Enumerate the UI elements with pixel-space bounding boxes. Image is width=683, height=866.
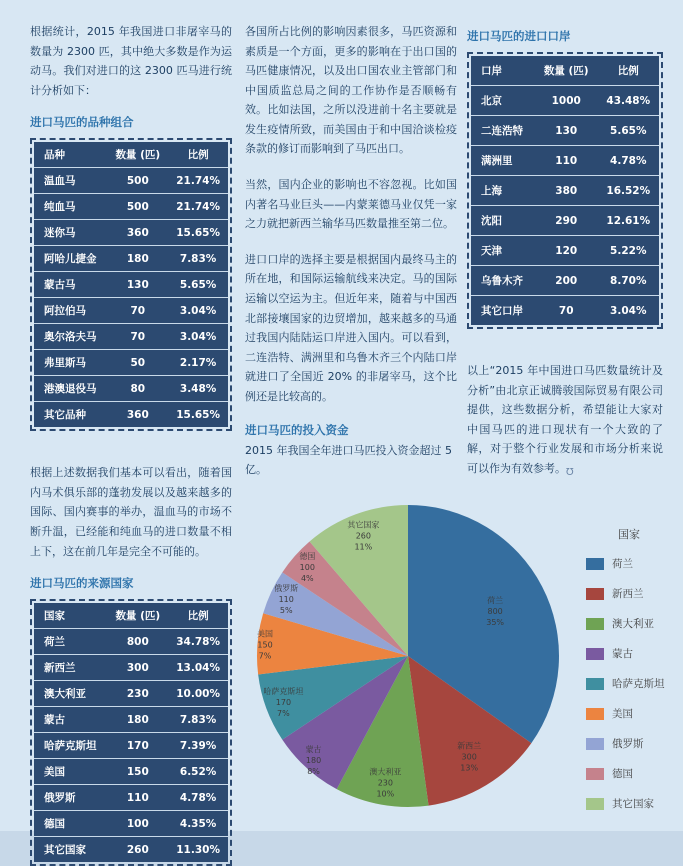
- table-row: [34, 376, 228, 402]
- table-row: [34, 707, 228, 733]
- table-row: [471, 206, 659, 236]
- column-header: 数量 (匹): [107, 603, 168, 629]
- table-cell: 港澳退役马: [34, 376, 107, 402]
- table-cell: 阿哈儿捷金: [34, 246, 107, 272]
- table-cell: 哈萨克斯坦: [34, 733, 107, 759]
- horseshoe-icon: Ω: [566, 464, 574, 476]
- table-row: [34, 168, 228, 194]
- table-cell: 3.04%: [168, 298, 228, 324]
- legend-item: [586, 586, 681, 601]
- legend-item: [586, 766, 681, 781]
- table-row: [471, 266, 659, 296]
- table-row: [34, 402, 228, 428]
- table-cell: 130: [535, 116, 598, 146]
- table-row: [34, 324, 228, 350]
- table-cell: 110: [107, 785, 168, 811]
- column-header: 国家: [34, 603, 107, 629]
- table-cell: 380: [535, 176, 598, 206]
- pie-slice-label: 其它国家 260 11%: [347, 520, 380, 552]
- table-row: [471, 236, 659, 266]
- legend-label: 蒙古: [612, 648, 633, 660]
- source-country-pie-chart: [238, 492, 582, 831]
- table-row: [34, 681, 228, 707]
- table-cell: 100: [107, 811, 168, 837]
- table-cell: 110: [535, 146, 598, 176]
- table-cell: 其它国家: [44, 844, 86, 857]
- table-cell: 阿拉伯马: [34, 298, 107, 324]
- table-row: [34, 785, 228, 811]
- table-cell: 80: [107, 376, 168, 402]
- pie-slice-label: 美国 150 7%: [257, 629, 274, 661]
- legend-swatch: [586, 738, 604, 750]
- table-cell: 5.22%: [598, 236, 659, 266]
- pie-slice-label: 哈萨克斯坦 170 7%: [263, 687, 304, 719]
- table-cell: 其它口岸: [481, 305, 523, 317]
- table-row: [34, 272, 228, 298]
- legend-label: 荷兰: [612, 558, 633, 570]
- table-cell: 4.78%: [598, 146, 659, 176]
- table-cell: 360: [107, 220, 168, 246]
- legend-swatch: [586, 558, 604, 570]
- country-table: [30, 599, 232, 866]
- table-header-row: [34, 603, 228, 629]
- table-cell: 300: [107, 655, 168, 681]
- table-cell: 16.52%: [598, 176, 659, 206]
- table-row: [34, 655, 228, 681]
- legend-swatch: [586, 768, 604, 780]
- pie-slice-label: 新西兰 300 13%: [457, 741, 482, 773]
- table-cell: 温血马: [34, 168, 107, 194]
- pie-slice-label: 蒙古 180 8%: [305, 744, 322, 776]
- legend-label: 美国: [612, 708, 633, 720]
- pie-chart-area: [238, 492, 582, 831]
- table-row: [34, 246, 228, 272]
- middle-column: [245, 22, 457, 480]
- legend-label: 俄罗斯: [612, 738, 644, 750]
- legend-title: 国家: [618, 528, 640, 541]
- table-cell: 3.48%: [168, 376, 228, 402]
- column-header: 口岸: [471, 56, 535, 86]
- table-cell: 500: [107, 168, 168, 194]
- table-row: [34, 350, 228, 376]
- table-cell: 200: [535, 266, 598, 296]
- table-cell: 4.35%: [168, 811, 228, 837]
- legend-item: [586, 646, 681, 661]
- breed-section-heading: 进口马匹的品种组合: [30, 115, 134, 130]
- column-header: 比例: [168, 142, 228, 168]
- legend-label: 澳大利亚: [612, 618, 654, 630]
- table-cell: 弗里斯马: [34, 350, 107, 376]
- closing-text: 以上“2015 年中国进口马匹数量统计及分析”由北京正诚腾骏国际贸易有限公司提供，这些数据分析，希望能让大家对中国马匹的进口现状有一个大致的了解，对于整个行业发展和市场分析来说可以作为有效参考。: [467, 364, 663, 475]
- table-row: [471, 116, 659, 146]
- table-cell: 13.04%: [168, 655, 228, 681]
- table-cell: 130: [107, 272, 168, 298]
- table-cell: 800: [107, 629, 168, 655]
- legend-item: [586, 736, 681, 751]
- legend-item: [586, 556, 681, 571]
- table-cell: 21.74%: [168, 168, 228, 194]
- table-cell: 11.30%: [176, 843, 220, 856]
- pie-slice-label: 俄罗斯 110 5%: [274, 584, 299, 616]
- table-row: [34, 220, 228, 246]
- legend-label: 德国: [612, 768, 633, 780]
- table-cell: 天津: [471, 236, 535, 266]
- table-cell: 21.74%: [168, 194, 228, 220]
- table-row: [34, 629, 228, 655]
- left-column: [30, 22, 232, 866]
- table-cell: 70: [107, 298, 168, 324]
- table-cell: 10.00%: [168, 681, 228, 707]
- table-row: [471, 296, 659, 326]
- legend-item: [586, 706, 681, 721]
- table-cell: 2.17%: [168, 350, 228, 376]
- table-cell: 澳大利亚: [34, 681, 107, 707]
- legend-swatch: [586, 588, 604, 600]
- port-table: [471, 56, 659, 325]
- table-cell: 180: [107, 707, 168, 733]
- pie-slice-label: 澳大利亚 230 10%: [369, 767, 402, 799]
- intro-paragraph: 根据统计，2015 年我国进口非屠宰马的数量为 2300 匹，其中绝大多数是作为运动马。我们对进口的这 2300 匹马进行统计分析如下：: [30, 25, 232, 97]
- table-cell: 二连浩特: [471, 116, 535, 146]
- port-table: [467, 52, 663, 329]
- table-cell: 180: [107, 246, 168, 272]
- table-cell: 6.52%: [168, 759, 228, 785]
- table-cell: 3.04%: [168, 324, 228, 350]
- legend-item: [586, 676, 681, 691]
- table-cell: 70: [558, 304, 574, 317]
- table-row: [34, 811, 228, 837]
- table-cell: 迷你马: [34, 220, 107, 246]
- column-header: 数量 (匹): [535, 56, 598, 86]
- table-header-row: [471, 56, 659, 86]
- table-cell: 170: [107, 733, 168, 759]
- pie-slice-label: 德国 100 4%: [299, 551, 316, 583]
- legend-label: 其它国家: [612, 798, 654, 810]
- legend-item: [586, 796, 681, 811]
- table-cell: 230: [107, 681, 168, 707]
- table-row: [34, 298, 228, 324]
- legend-item: [586, 616, 681, 631]
- table-row: [34, 194, 228, 220]
- table-cell: 7.83%: [168, 246, 228, 272]
- country-section-heading: 进口马匹的来源国家: [30, 576, 134, 591]
- chart-legend: [586, 526, 681, 826]
- right-column: [467, 24, 663, 479]
- table-cell: 沈阳: [471, 206, 535, 236]
- table-cell: 新西兰: [34, 655, 107, 681]
- column-header: 品种: [34, 142, 107, 168]
- table-cell: 北京: [471, 86, 535, 116]
- breed-table: [34, 142, 228, 427]
- table-cell: 5.65%: [598, 116, 659, 146]
- legend-label: 新西兰: [612, 588, 644, 600]
- table-cell: 蒙古: [34, 707, 107, 733]
- table-cell: 其它品种: [44, 409, 86, 422]
- column-header: 比例: [168, 603, 228, 629]
- closing-paragraph: [467, 361, 663, 479]
- table-cell: 美国: [34, 759, 107, 785]
- table-cell: 7.83%: [168, 707, 228, 733]
- table-cell: 1000: [535, 86, 598, 116]
- column-header: 数量 (匹): [107, 142, 168, 168]
- enterprise-paragraph: 当然，国内企业的影响也不容忽视。比如国内著名马业巨头——内蒙莱德马业仅凭一家之力就把新西兰输华马匹数量推至第二位。: [245, 178, 457, 231]
- table-cell: 360: [126, 408, 149, 421]
- table-cell: 290: [535, 206, 598, 236]
- table-cell: 34.78%: [168, 629, 228, 655]
- table-cell: 满洲里: [471, 146, 535, 176]
- table-cell: 120: [535, 236, 598, 266]
- table-cell: 乌鲁木齐: [471, 266, 535, 296]
- table-cell: 15.65%: [176, 408, 220, 421]
- table-row: [34, 733, 228, 759]
- legend-swatch: [586, 798, 604, 810]
- table-row: [471, 176, 659, 206]
- table-row: [34, 759, 228, 785]
- column-header: 比例: [598, 56, 659, 86]
- pie-slice-label: 荷兰 800 35%: [486, 595, 505, 627]
- legend-swatch: [586, 618, 604, 630]
- table-cell: 43.48%: [598, 86, 659, 116]
- table-cell: 5.65%: [168, 272, 228, 298]
- legend-label: 哈萨克斯坦: [612, 678, 665, 690]
- table-cell: 500: [107, 194, 168, 220]
- table-row: [471, 86, 659, 116]
- legend-swatch: [586, 678, 604, 690]
- table-row: [471, 146, 659, 176]
- funds-text: 2015 年我国全年进口马匹投入资金超过 5 亿。: [245, 444, 452, 477]
- table-cell: 15.65%: [168, 220, 228, 246]
- breed-table: [30, 138, 232, 431]
- analysis-paragraph: 根据上述数据我们基本可以看出，随着国内马术俱乐部的蓬勃发展以及越来越多的国际、国内赛事的举办，温血马的市场不断升温，已经能和纯血马的进口数量不相上下，这在前几年是完全不可能的。: [30, 466, 232, 558]
- table-cell: 7.39%: [168, 733, 228, 759]
- funds-section-heading: 进口马匹的投入资金: [245, 423, 349, 438]
- table-cell: 260: [126, 843, 149, 856]
- table-cell: 蒙古马: [34, 272, 107, 298]
- table-cell: 50: [107, 350, 168, 376]
- table-cell: 4.78%: [168, 785, 228, 811]
- legend-swatch: [586, 708, 604, 720]
- table-header-row: [34, 142, 228, 168]
- country-table: [34, 603, 228, 862]
- port-section-heading: 进口马匹的进口口岸: [467, 29, 571, 43]
- ports-paragraph: 进口口岸的选择主要是根据国内最终马主的所在地，和国际运输航线来决定。马的国际运输以空运为主。但近年来，随着与中国西北部接壤国家的边贸增加，越来越多的马通过我国内陆陆运口岸进入国内。可以看到，二连浩特、满洲里和乌鲁木齐三个内陆口岸就进口了全国近 20% 的非屠宰马，这个比例还是比较高的。: [245, 252, 457, 403]
- table-cell: 奥尔洛夫马: [34, 324, 107, 350]
- table-cell: 上海: [471, 176, 535, 206]
- table-cell: 8.70%: [598, 266, 659, 296]
- factors-paragraph: 各国所占比例的影响因素很多，马匹资源和素质是一个方面，更多的影响在于出口国的马匹健康情况，以及出口国农业主管部门和中国质监总局之间的工作协作是否顺畅有效。比如法国，之所以没进前十名主要就是发生疫情所致，而美国由于和中国洽谈检疫条款的修订而影响到了马匹出口。: [245, 25, 457, 156]
- table-cell: 纯血马: [34, 194, 107, 220]
- legend-swatch: [586, 648, 604, 660]
- table-cell: 俄罗斯: [34, 785, 107, 811]
- table-cell: 70: [107, 324, 168, 350]
- table-cell: 150: [107, 759, 168, 785]
- table-cell: 荷兰: [34, 629, 107, 655]
- table-cell: 德国: [34, 811, 107, 837]
- table-cell: 12.61%: [598, 206, 659, 236]
- table-row: [34, 837, 228, 863]
- table-cell: 3.04%: [610, 304, 647, 317]
